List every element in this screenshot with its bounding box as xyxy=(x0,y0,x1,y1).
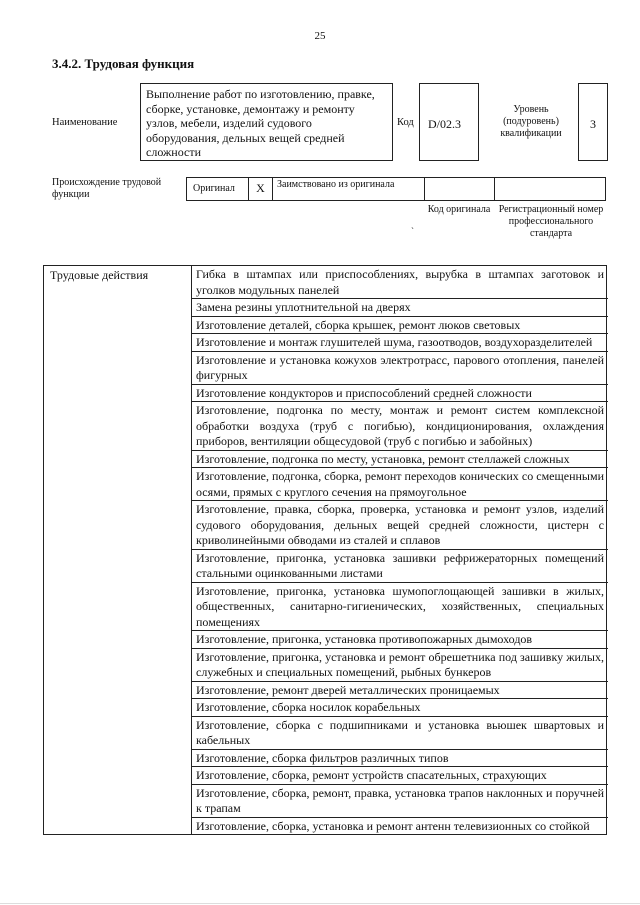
code-value: D/02.3 xyxy=(419,83,479,161)
action-row: Изготовление, пригонка, установка зашивки рефрижераторных помещений стальными оцинкованными листами xyxy=(192,550,608,583)
action-row: Изготовление, правка, сборка, проверка, установка и ремонт узлов, изделий судового оборудования, дельных вещей средней сложности, цистерн с криволинейными обводами из сталей и сплавов xyxy=(192,501,608,550)
origin-row xyxy=(186,177,606,201)
action-row: Изготовление кондукторов и приспособлений средней сложности xyxy=(192,385,608,403)
borrowed-label: Заимствовано из оригинала xyxy=(273,178,425,200)
actions-label: Трудовые действия xyxy=(50,268,149,282)
original-mark: X xyxy=(249,178,273,200)
reg-number-cell xyxy=(495,178,605,200)
level-value: 3 xyxy=(578,83,608,161)
action-row: Изготовление, сборка фильтров различных типов xyxy=(192,750,608,768)
function-name: Выполнение работ по изготовлению, правке, сборке, установке, демонтажу и ремонту узлов, мебели, изделий судового оборудования, дельных вещей средней сложности xyxy=(140,83,393,161)
caption-original-code: Код оригинала xyxy=(427,204,491,215)
caption-reg-number: Регистрационный номер профессионального стандарта xyxy=(498,204,604,239)
action-row: Изготовление, пригонка, установка шумопоглощающей зашивки в жилых, общественных, санитарно-гигиенических, хозяйственных, специальных помещениях xyxy=(192,583,608,632)
action-row: Изготовление, подгонка по месту, монтаж и ремонт систем комплексной обработки воздуха (труб с погибью), кондиционирования, охлаждения приборов, вентиляции общесудовой (труб с погибью и забойных) xyxy=(192,402,608,451)
action-row: Изготовление, сборка носилок корабельных xyxy=(192,699,608,717)
stray-mark: ` xyxy=(411,226,414,236)
action-row: Изготовление, подгонка по месту, установка, ремонт стеллажей сложных xyxy=(192,451,608,469)
action-row: Гибка в штампах или приспособлениях, вырубка в штампах заготовок и уголков модульных панелей xyxy=(192,266,608,299)
original-label: Оригинал xyxy=(187,178,249,200)
action-row: Изготовление, пригонка, установка и ремонт обрешетника под зашивку жилых, служебных и специальных помещений, рыбных бункеров xyxy=(192,649,608,682)
action-row: Изготовление, подгонка, сборка, ремонт переходов конических со смещенными осями, прямых с круглого сечения на прямоугольное xyxy=(192,468,608,501)
action-row: Изготовление, сборка с подшипниками и установка вьюшек швартовых и кабельных xyxy=(192,717,608,750)
action-row: Изготовление, сборка, ремонт, правка, установка трапов наклонных и поручней к трапам xyxy=(192,785,608,818)
level-label: Уровень (подуровень) квалификации xyxy=(500,104,562,139)
page-number: 25 xyxy=(314,30,326,42)
original-code-cell xyxy=(425,178,495,200)
action-row: Изготовление, сборка, ремонт устройств спасательных, страхующих xyxy=(192,767,608,785)
section-title: 3.4.2. Трудовая функция xyxy=(52,56,195,71)
actions-table xyxy=(43,265,607,835)
action-row: Изготовление и монтаж глушителей шума, газоотводов, воздухоразделителей xyxy=(192,334,608,352)
origin-label: Происхождение трудовой функции xyxy=(52,177,162,200)
divider xyxy=(0,903,640,904)
action-row: Изготовление и установка кожухов электротрасс, парового отопления, панелей фигурных xyxy=(192,352,608,385)
name-label: Наименование xyxy=(52,117,118,128)
action-row: Изготовление, ремонт дверей металлических проницаемых xyxy=(192,682,608,700)
actions-list xyxy=(191,266,608,834)
action-row: Изготовление деталей, сборка крышек, ремонт люков световых xyxy=(192,317,608,335)
action-row: Изготовление, сборка, установка и ремонт антенн телевизионных со стойкой xyxy=(196,818,590,833)
code-label: Код xyxy=(397,117,414,128)
action-row: Замена резины уплотнительной на дверях xyxy=(192,299,608,317)
action-row: Изготовление, пригонка, установка противопожарных дымоходов xyxy=(192,631,608,649)
